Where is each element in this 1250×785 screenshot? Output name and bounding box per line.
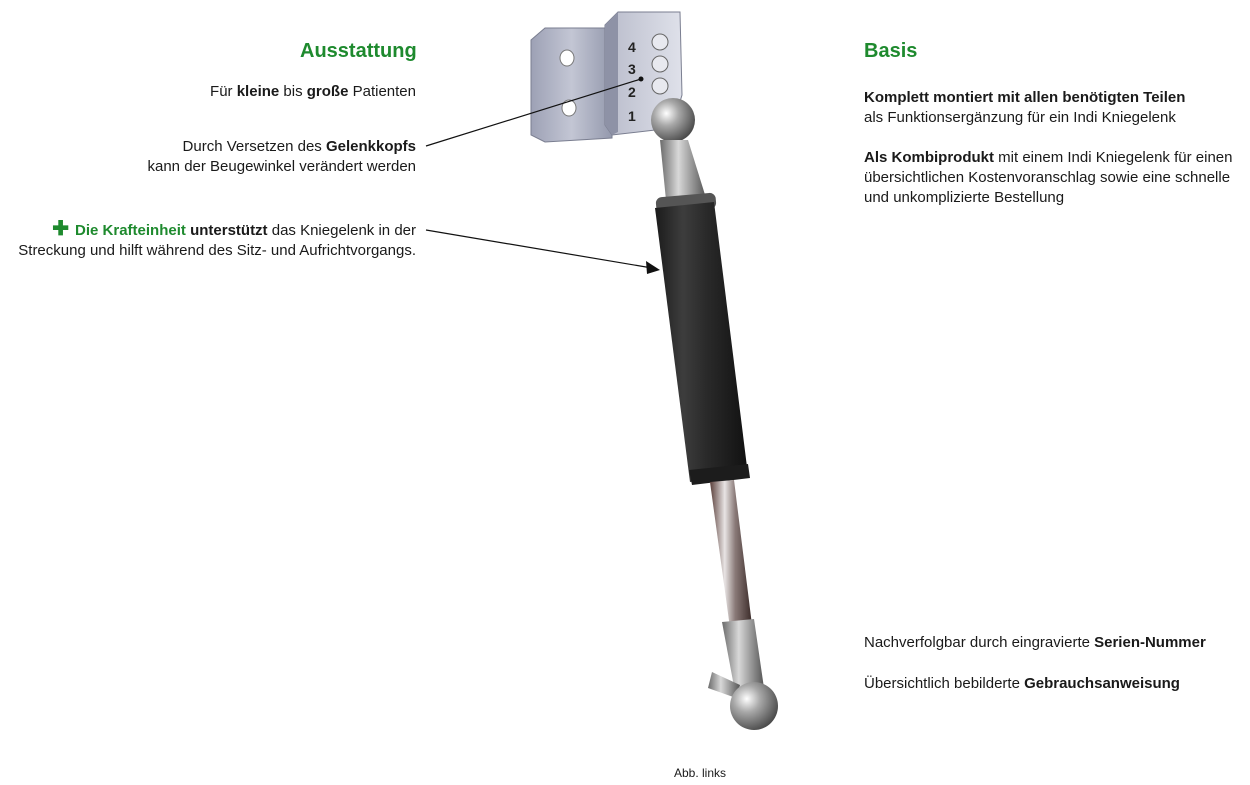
text: und unkomplizierte Bestellung <box>864 189 1065 206</box>
bold-text: unterstützt <box>190 222 268 239</box>
hole-number-2: 2 <box>628 84 636 100</box>
bold-text: Komplett montiert mit allen benötigten Teilen <box>864 89 1186 106</box>
bold-text: Gelenkkopfs <box>325 138 416 155</box>
bracket-plate <box>531 28 612 142</box>
top-ball-joint <box>651 98 695 142</box>
text: Für <box>210 83 237 100</box>
text: Übersichtlich bebilderte <box>864 675 1025 692</box>
arrow-head <box>646 261 660 274</box>
left-item-joint <box>60 137 416 177</box>
bracket-hole-top <box>560 50 574 66</box>
callout-line-cylinder <box>426 230 652 268</box>
text: kann der Beugewinkel verändert werden <box>147 158 416 175</box>
gas-cylinder <box>655 202 748 482</box>
callout-dot <box>639 77 644 82</box>
position-hole-2 <box>652 78 668 94</box>
bracket-block-side <box>605 12 618 135</box>
text: Streckung und hilft während des Sitz- und Aufrichtvorgangs. <box>18 242 416 259</box>
position-hole-3 <box>652 56 668 72</box>
bold-text: große <box>306 83 349 100</box>
left-heading: Ausstattung <box>300 40 417 62</box>
text: Patienten <box>348 83 416 100</box>
position-hole-4 <box>652 34 668 50</box>
right-item-combo <box>864 148 1250 208</box>
text: Durch Versetzen des <box>182 138 326 155</box>
bold-text: kleine <box>236 83 280 100</box>
green-text: Die Krafteinheit <box>75 222 186 239</box>
left-item-force-unit <box>0 219 416 261</box>
top-neck <box>660 140 706 200</box>
text: als Funktionsergänzung für ein Indi Kniegelenk <box>864 109 1176 126</box>
text: das Kniegelenk in der <box>267 222 416 239</box>
hole-number-4: 4 <box>628 39 636 55</box>
hole-number-1: 1 <box>628 108 636 124</box>
bold-text: Serien-Nummer <box>1094 634 1206 651</box>
plus-icon: ✚ <box>52 218 70 240</box>
bold-text: Gebrauchsanweisung <box>1024 675 1180 692</box>
figure-caption: Abb. links <box>673 766 727 780</box>
right-item-serial <box>864 633 1244 653</box>
text: übersichtlichen Kostenvoranschlag sowie eine schnelle <box>864 169 1231 186</box>
text: Nachverfolgbar durch eingravierte <box>864 634 1095 651</box>
hole-number-3: 3 <box>628 61 636 77</box>
left-item-sizes <box>100 82 416 102</box>
right-heading: Basis <box>864 40 918 62</box>
bottom-ball-joint <box>730 682 778 730</box>
text: mit einem Indi Kniegelenk für einen <box>994 149 1233 166</box>
right-item-assembled <box>864 88 1244 128</box>
right-item-manual <box>864 674 1244 694</box>
bold-text: Als Kombiprodukt <box>864 149 994 166</box>
piston-rod <box>710 480 752 628</box>
text: bis <box>279 83 307 100</box>
